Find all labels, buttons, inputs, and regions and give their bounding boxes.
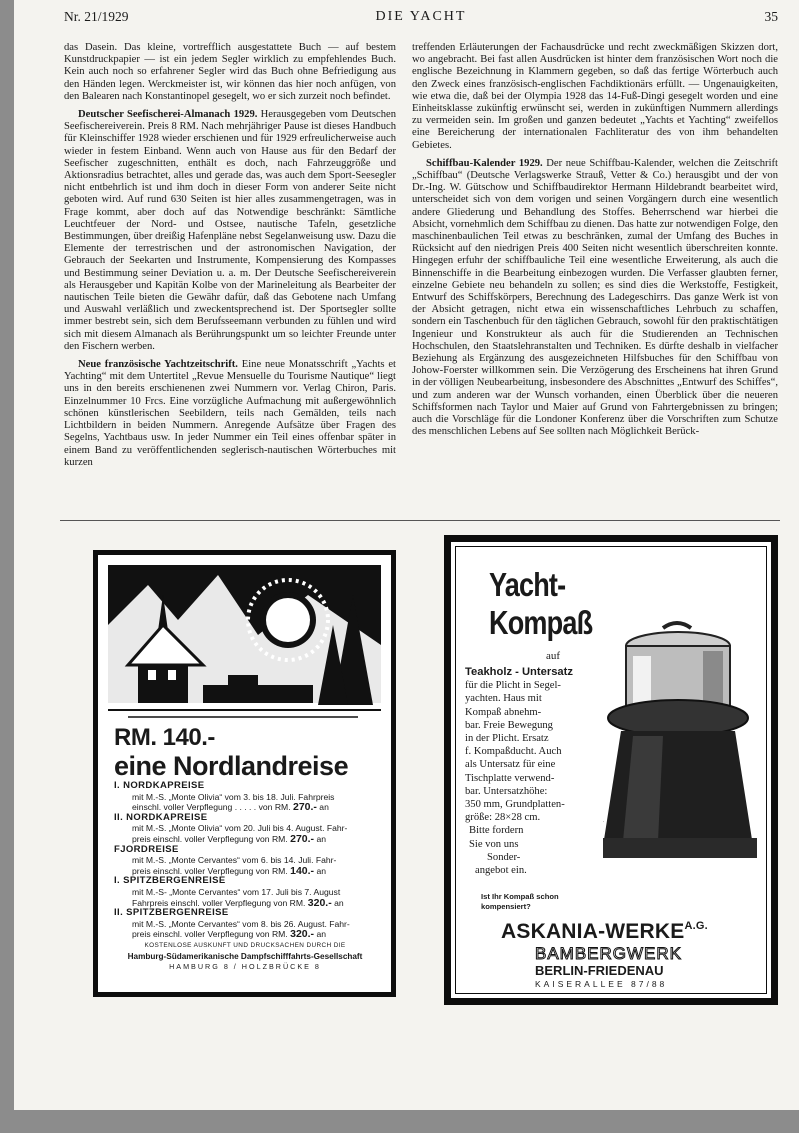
trip-item xyxy=(114,781,376,813)
ad-line: angebot ein. xyxy=(475,865,527,877)
trip-price: 320.- xyxy=(307,896,332,909)
teak-subheading: Teakholz - Untersatz xyxy=(465,666,573,678)
column-divider-rule xyxy=(60,520,780,521)
ad-line: bar. Untersatzhöhe: xyxy=(465,785,548,797)
trip-name: II. NORDKAPREISE xyxy=(114,811,208,823)
trip-price: 270.- xyxy=(290,832,315,845)
trip-details: mit M.-S. „Monte Cervantes“ vom 6. bis 14. Juli. Fahr- xyxy=(132,855,337,866)
trip-item xyxy=(114,876,376,908)
review-heading: Schiffbau-Kalender 1929. xyxy=(426,157,543,169)
ad-line: bar. Freie Bewegung xyxy=(465,719,553,731)
text-column-right xyxy=(412,42,778,439)
review-yachtzeitschrift xyxy=(64,359,396,469)
yacht-kompass-advertisement xyxy=(444,535,778,1005)
trip-price-suffix: an xyxy=(314,929,327,940)
firm-name: ASKANIA-WERKE xyxy=(501,920,685,943)
ad-headline xyxy=(108,725,381,781)
headline-price: RM. 140.- xyxy=(114,724,215,751)
trip-price-suffix: an xyxy=(316,802,329,813)
question-line2: kompensiert? xyxy=(481,902,531,911)
company-plant: BAMBERGWERK xyxy=(535,944,683,963)
trip-price-suffix: an xyxy=(331,897,344,908)
trip-name: FJORDREISE xyxy=(114,843,179,855)
ad-line: yachten. Haus mit xyxy=(465,693,542,705)
ad-line: f. Kompaßducht. Auch xyxy=(465,746,562,758)
page-number: 35 xyxy=(764,9,778,24)
trip-item xyxy=(114,908,376,940)
paragraph: das Dasein. Das kleine, vortrefflich ausgestattete Buch — auf bestem Kunstdruckpapier — ist ein jedem Segler wirklich zu empfehlendes Buch. Kein auch noch so erfahrener Segler wird das Buch ohne Befriedigung aus den Händen legen. Werckmeister ist, wir können das hier noch anfügen, von den Balearen nach Konstantinopel gesegelt, wo er sich zurzeit noch befindet. xyxy=(64,42,396,102)
trip-item xyxy=(114,813,376,845)
ad-line: 350 mm, Grundplatten- xyxy=(465,799,565,811)
ad-line: als Untersatz für eine xyxy=(465,759,556,771)
review-schiffbau-kalender xyxy=(412,158,778,439)
trip-price-line xyxy=(114,834,376,845)
trip-name: II. SPITZBERGENREISE xyxy=(114,907,229,919)
trip-list xyxy=(114,781,376,973)
running-header xyxy=(64,9,778,29)
ad-body-text xyxy=(465,666,615,877)
trip-price-label: Fahrpreis einschl. voller Verpflegung von RM. xyxy=(132,897,306,908)
ad-line: Kompaß abnehm- xyxy=(465,706,542,718)
nordic-landscape-illustration xyxy=(108,565,381,725)
ad-auf: auf xyxy=(546,650,561,662)
trip-price-label: einschl. voller Verpflegung . . . . . von RM. xyxy=(132,802,291,813)
trip-price: 320.- xyxy=(290,928,315,941)
trip-details: mit M.-S. „Monte Cervantes“ vom 8. bis 26. August. Fahr- xyxy=(132,918,350,929)
review-heading: Neue französische Yachtzeitschrift. xyxy=(78,359,238,371)
ad-title-line2: Kompaß xyxy=(489,604,593,641)
ad-line: Bitte fordern xyxy=(469,825,524,837)
trip-price-label: preis einschl. voller Verpflegung von RM. xyxy=(132,865,288,876)
nordlandreise-advertisement xyxy=(93,550,396,997)
company-street: KAISERALLEE 87/88 xyxy=(535,979,668,989)
question-line1: Ist Ihr Kompaß schon xyxy=(481,892,559,901)
review-almanach xyxy=(64,109,396,353)
trip-name: I. SPITZBERGENREISE xyxy=(114,875,226,887)
trip-price-suffix: an xyxy=(314,833,327,844)
company-name xyxy=(501,920,708,944)
ad-line: größe: 28×28 cm. xyxy=(465,812,541,824)
journal-title: DIE YACHT xyxy=(375,9,467,24)
ad-line: Tischplatte verwend- xyxy=(465,772,555,784)
trip-price-label: preis einschl. voller Verpflegung von RM. xyxy=(132,929,288,940)
trip-details: mit M.-S. „Monte Olivia“ vom 20. Juli bis 4. August. Fahr- xyxy=(132,823,348,834)
trip-details: mit M.-S. „Monte Olivia“ vom 3. bis 18. Juli. Fahrpreis xyxy=(132,791,335,802)
trip-price-suffix: an xyxy=(314,865,327,876)
trip-details: mit M.-S- „Monte Cervantes“ vom 17. Juli bis 7. August xyxy=(132,886,341,897)
ad-line: für die Plicht in Segel- xyxy=(465,680,561,692)
review-heading: Deutscher Seefischerei-Almanach 1929. xyxy=(78,109,258,121)
review-body: Herausgegeben vom Deutschen Seefischereiverein. Preis 8 RM. Nach mehrjähriger Pause ist dieses Handbuch für Kleinschiffer 1928 wieder erschienen und für 1929 erfreulicherweise auch wieder in festem Einband. Wenn auch von Hause aus für den Bedarf der Seefischer zugeschnitten, enthält es doch, nach Fahrzeuggröße und Aktionsradius betrachtet, alles und gerade das, was auch dem Sport-Seesegler nicht entbehrlich ist und ihm doch in dieser Form von anderer Seite nicht geboten wird. Auf rund 630 Seiten ist hier alles zusammengetragen, was in Frage kommt, aber doch auf das Notwendige beschränkt: Sämtliche Leuchtfeuer der Nord- und Ostsee, nautische Tafeln, gesetzliche Bestimmungen, über dreißig Hafenpläne nebst Segelanweisung usw. Dazu die Elemente der terrestrischen und der astronomischen Navigation, der Gebrauch der Seekarten und Instrumente, Kompensierung des Kompasses und Bestimmung seiner Deviation u. a. m. Der Deutsche Seefischereiverein als Herausgeber und Kapitän Kolbe von der Marineleitung als Bearbeiter der nautischen Teile bieten die Gewähr dafür, daß das Gebotene nach Umfang und Auswahl verläßlich und zweckentsprechend ist. Der Sportsegler sollte immer bestrebt sein, sich dem Berufsseemann verbunden zu fühlen und wird sich mit diesem Almanach als Berührungspunkt um so leichter Freunde unter den Fischern werben. xyxy=(64,109,396,352)
trip-price: 140.- xyxy=(290,864,315,877)
compass-stand-illustration xyxy=(603,606,773,866)
trip-name: I. NORDKAPREISE xyxy=(114,780,205,791)
company-city: BERLIN-FRIEDENAU xyxy=(535,963,664,978)
paragraph: treffenden Erläuterungen der Fachausdrücke und recht zweckmäßigen Skizzen dort, wo angebracht. Bei fast allen Ausdrücken ist hinter dem französischen Wort noch die englische Bezeichnung in Klammern gegeben, so daß das fertige Wörterbuch auch den Zweck eines französisch-englischen Fachdiktionärs erfüllt. — Ungenauigkeiten, wie etwa die, daß bei der Olympia 1928 das 14-Fuß-Dingi gesegelt worden und eine Einheitsklasse zukünftig erwünscht sei, werden in zukünftigen Nummern allerdings zu vermeiden sein. Im großen und ganzen bedeutet „Yachts et Yachting“ zweifellos eine Bereicherung der internationalen Fachliteratur des von ihm behandelten Gebietes. xyxy=(412,42,778,151)
firm-suffix: A.G. xyxy=(684,920,708,932)
trip-price: 270.- xyxy=(292,801,317,814)
trip-price-label: preis einschl. voller Verpflegung von RM. xyxy=(132,833,288,844)
ad-title-line1: Yacht- xyxy=(489,566,566,603)
trip-price-line xyxy=(114,929,376,940)
issue-number: Nr. 21/1929 xyxy=(64,9,129,24)
headline-trip: eine Nordlandreise xyxy=(114,751,349,781)
compensation-question xyxy=(465,892,615,912)
shipping-company: Hamburg-Südamerikanische Dampfschifffahrts-Gesellschaft xyxy=(127,951,363,961)
review-body: Der neue Schiffbau-Kalender, welchen die Zeitschrift „Schiffbau“ (Deutsche Verlagswerke Strauß, Vetter & Co.) herausgibt und der von Dr.-Ing. W. Gütschow und Schiffbaudirektor Hermann Hildebrandt bearbeitet wird, unterscheidet sich von dem vorigen und seinen Vorgängern durch eine wesentlich andere Gliederung und Behandlung des Stoffes. Beherrschend war hierbei die Absicht, vornehmlich dem Schiffbau zu dienen. Das hatte zur notwendigen Folge, den maschinenbaulichen Teil etwas zu beschränken, zumal der Umfang des Buches in Rücksicht auf den niedrigen Preis 400 Seiten nicht wesentlich überschreiten konnte. Hingegen erfuhr der schiffbauliche Teil eine wesentliche Erweiterung, als auch die Binnenschiffe in die Bearbeitung einbezogen wurden. Die Verfasser glaubten ferner, einzelne Gebiete neu behandeln zu sollen; es sind dies die Werkstoffe, Festigkeit, Entwurf des Schiffskörpers, Berechnung des Ladegeschirrs. Das ganze Werk ist von der Absicht getragen, nicht etwa ein wissenschaftliches Lehrbuch zu schaffen, sondern ein Taschenbuch für den täglichen Gebrauch, sowohl für den praktischtätigen Ingenieur und Konstrukteur als auch für die Studierenden an Technischen Hochschulen, den Staatslehranstalten und Techniken. Es dürfte deshalb in vielfacher Beziehung als Ergänzung des ausgezeichneten Hilfsbuches für den Schiffbau von Johow-Foerster willkommen sein. Die Verzögerung des Erscheinens hat ihren Grund in der völligen Neubearbeitung, insbesondere des Abschnittes „Entwurf des Schiffes“, und zum anderen war der Wunsch vorhanden, einen Überblick über die neueren Schiffsformen nach Taylor und Maier auf Grund von Fahrtergebnissen zu bringen; auch die Vorschläge für die Londoner Konferenz über die Vorschriften zum Schutze des menschlichen Lebens auf See sollten nach Möglichkeit Berück- xyxy=(412,157,778,438)
ad-line: Sie von uns xyxy=(469,838,519,850)
review-body: Eine neue Monatsschrift „Yachts et Yachting“ mit dem Untertitel „Revue Mensuelle du Tourisme Nautique“ liegt uns in den bereits erschienenen zwei Nummern vor. Verlag Chiron, Paris. Einzelnummer 10 Frcs. Eine vorzügliche Aufmachung mit außergewöhnlich schönen künstlerischen Seebildern, teils nach Gemälden, teils nach Lichtbildern in beiden Nummern. Anregende Aufsätze über Fragen des Segelns, Yachtbaus usw. In jeder Nummer ein Teil eines offenbar später in einem Band zu veröffentlichenden seglerisch-nautischen Wörterbuches mit kurzen xyxy=(64,359,396,468)
ad-line: Sonder- xyxy=(487,851,521,863)
info-note: KOSTENLOSE AUSKUNFT UND DRUCKSACHEN DURCH DIE xyxy=(144,941,346,949)
company-address: HAMBURG 8 / HOLZBRÜCKE 8 xyxy=(169,962,321,972)
text-column-left xyxy=(64,42,396,469)
ad-line: in der Plicht. Ersatz xyxy=(465,733,549,745)
trip-item xyxy=(114,845,376,877)
